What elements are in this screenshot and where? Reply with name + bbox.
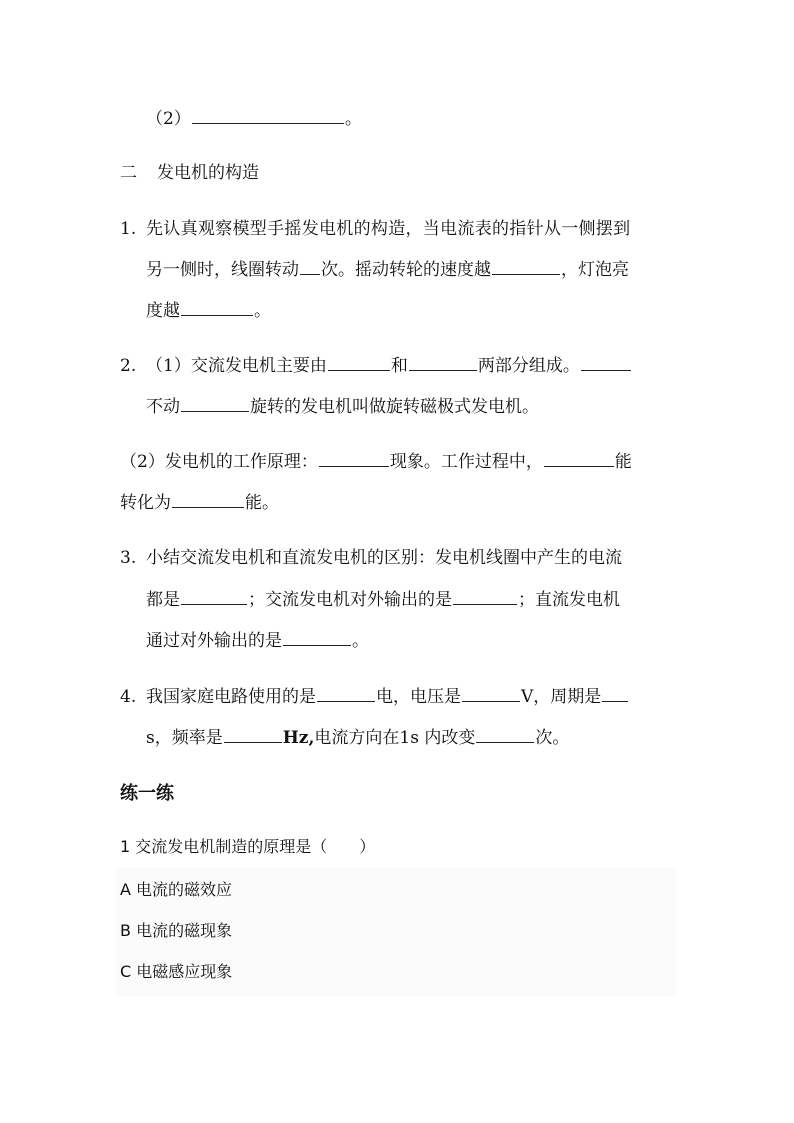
item4-line1: [146, 686, 629, 708]
item3-line3: [146, 630, 369, 652]
answer-blank[interactable]: [476, 728, 534, 743]
item1-text: ，灯泡亮: [561, 260, 629, 280]
answer-blank[interactable]: [224, 728, 282, 743]
item1-line1: 先认真观察模型手摇发电机的构造，当电流表的指针从一侧摆到: [146, 219, 631, 239]
item3-text: 通过对外输出的是: [146, 631, 282, 651]
item2-line2: [146, 396, 539, 418]
answer-blank[interactable]: [181, 397, 249, 412]
answer-blank[interactable]: [328, 356, 390, 371]
item4-text: s，频率是: [146, 728, 223, 748]
item4-unit: Hz,: [282, 728, 315, 748]
item1-text: 。: [254, 301, 271, 321]
option-b[interactable]: B 电流的磁现象: [120, 921, 233, 940]
answer-blank[interactable]: [602, 687, 628, 702]
item1-number: 1.: [120, 219, 137, 239]
item4-text: V，周期是: [521, 687, 602, 707]
answer-blank[interactable]: [181, 301, 253, 316]
section-number: 二: [120, 163, 137, 183]
item3-text: ；交流发电机对外输出的是: [248, 590, 452, 610]
item1-text: 另一侧时，线圈转动: [146, 260, 299, 280]
item3-text: ；直流发电机: [518, 590, 620, 610]
item3-line1: 小结交流发电机和直流发电机的区别：发电机线圈中产生的电流: [146, 548, 622, 568]
answer-blank[interactable]: [317, 687, 375, 702]
answer-blank[interactable]: [462, 687, 520, 702]
item2-text: 和: [390, 356, 408, 376]
item4-text: 电流方向在1s 内改变: [314, 728, 476, 748]
item1-line2: [146, 259, 629, 281]
item3-text: 。: [352, 631, 369, 651]
item2-text: 不动: [146, 397, 180, 417]
item2-text: （1）交流发电机主要由: [146, 356, 327, 376]
section-heading: [120, 162, 259, 184]
item3-line2: [146, 589, 620, 611]
item2-text: （2）发电机的工作原理：: [120, 452, 318, 472]
item1-text: 度越: [146, 301, 180, 321]
item2-text: 转化为: [120, 493, 171, 513]
section-title: 发电机的构造: [157, 163, 259, 183]
item2-text: 旋转的发电机叫做旋转磁极式发电机。: [250, 397, 539, 417]
item2-text: 能: [614, 452, 632, 472]
answer-blank[interactable]: [453, 590, 517, 605]
item3-number: 3.: [120, 548, 137, 568]
answer-blank[interactable]: [544, 452, 614, 467]
answer-blank[interactable]: [319, 452, 389, 467]
item2-number: 2.: [120, 356, 137, 376]
item2-line4: [120, 492, 279, 514]
item4-text: 我国家庭电路使用的是: [146, 687, 316, 707]
answer-blank[interactable]: [492, 260, 560, 275]
item2-text: 两部分组成。: [477, 356, 580, 376]
item1-text: 次。摇动转轮的速度越: [321, 260, 491, 280]
answer-blank[interactable]: [300, 260, 320, 275]
answer-blank[interactable]: [409, 356, 477, 371]
q-top-suffix: 。: [344, 109, 362, 129]
item2-line3: [120, 451, 632, 473]
item2-line1: [146, 355, 632, 377]
item3-text: 都是: [146, 590, 180, 610]
practice-heading: 练一练: [120, 783, 174, 804]
answer-blank[interactable]: [181, 590, 247, 605]
option-a[interactable]: A 电流的磁效应: [120, 880, 233, 899]
item4-text: 次。: [535, 728, 570, 748]
item4-line2: [146, 727, 569, 749]
answer-blank[interactable]: [581, 356, 631, 371]
item2-text: 能。: [245, 493, 279, 513]
item1-line3: [146, 300, 271, 322]
item2-text: 现象。工作过程中，: [389, 452, 543, 472]
answer-blank[interactable]: [283, 631, 351, 646]
option-c[interactable]: C 电磁感应现象: [120, 962, 233, 981]
answer-blank[interactable]: [192, 109, 344, 124]
item4-number: 4.: [120, 687, 137, 707]
item4-text: 电，电压是: [376, 687, 461, 707]
answer-blank[interactable]: [172, 493, 244, 508]
q-top-prefix: （2）: [146, 109, 191, 129]
practice-question: 1 交流发电机制造的原理是（ ）: [120, 837, 376, 856]
q-top-line: [146, 108, 362, 130]
